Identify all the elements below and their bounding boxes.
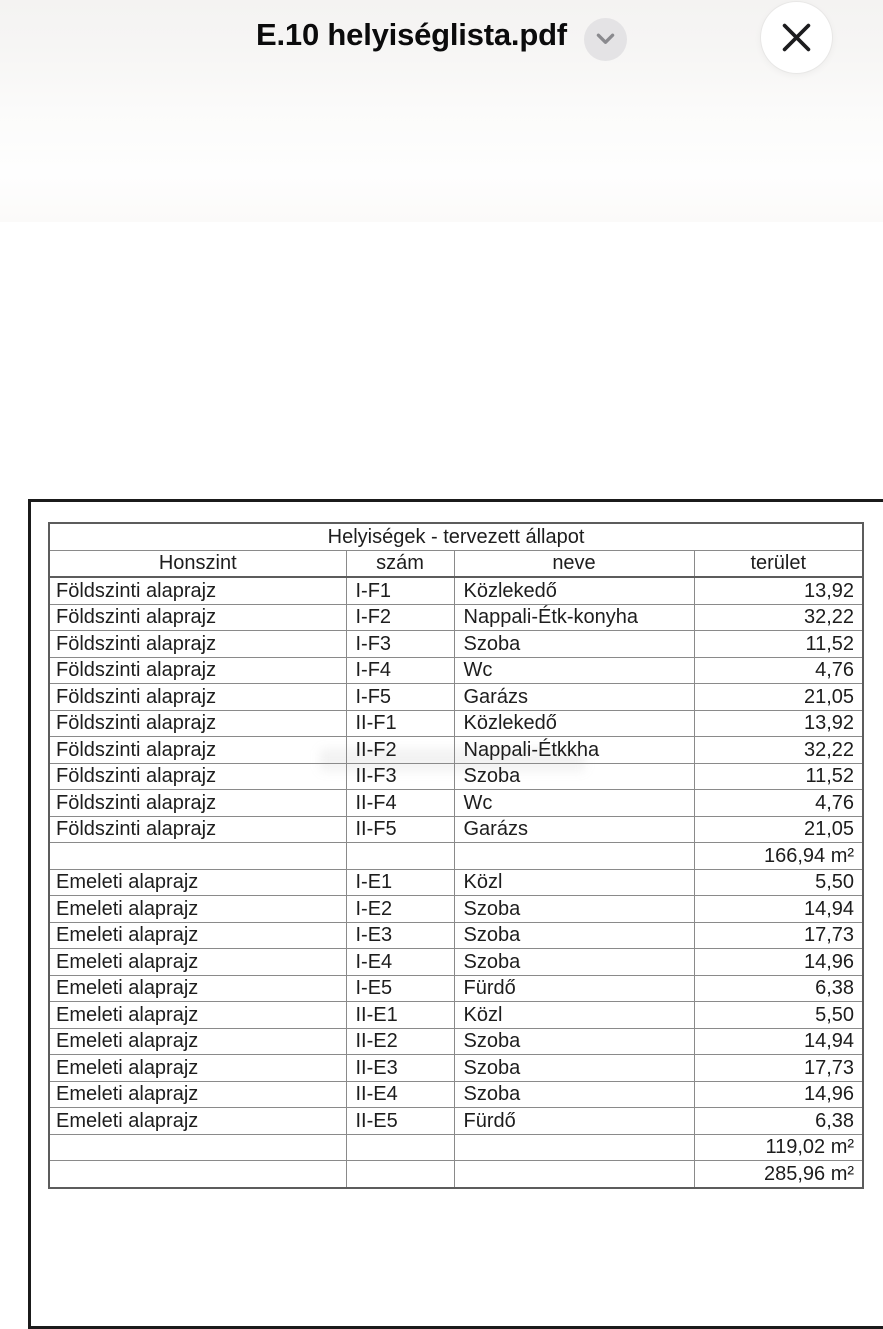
table-cell: Földszinti alaprajz (49, 710, 346, 737)
title-menu-button[interactable] (584, 18, 627, 61)
table-cell: Közlekedő (454, 577, 694, 604)
table-row (49, 577, 863, 604)
table-cell: I-E1 (346, 869, 454, 896)
table-cell: 4,76 (694, 790, 863, 817)
table-row (49, 922, 863, 949)
table-cell: Emeleti alaprajz (49, 1055, 346, 1082)
table-cell: Földszinti alaprajz (49, 763, 346, 790)
table-row (49, 737, 863, 764)
table-cell: Közlekedő (454, 710, 694, 737)
table-cell: Emeleti alaprajz (49, 975, 346, 1002)
table-cell: 6,38 (694, 1108, 863, 1135)
table-cell: Szoba (454, 631, 694, 658)
file-title: E.10 helyiséglista.pdf (256, 17, 567, 52)
table-cell: Földszinti alaprajz (49, 631, 346, 658)
table-row (49, 975, 863, 1002)
table-row (49, 869, 863, 896)
table-cell: Földszinti alaprajz (49, 737, 346, 764)
table-row (49, 657, 863, 684)
column-header-honszint: Honszint (49, 550, 346, 577)
table-cell: 14,96 (694, 1081, 863, 1108)
table-cell: 21,05 (694, 816, 863, 843)
table-cell: 14,94 (694, 1028, 863, 1055)
table-cell: 6,38 (694, 975, 863, 1002)
table-cell: Garázs (454, 684, 694, 711)
table-row (49, 949, 863, 976)
table-cell: 14,94 (694, 896, 863, 923)
column-header-neve: neve (454, 550, 694, 577)
table-cell (454, 1161, 694, 1188)
table-cell: Földszinti alaprajz (49, 684, 346, 711)
table-cell: I-E3 (346, 922, 454, 949)
table-cell: 5,50 (694, 1002, 863, 1029)
table-cell: 4,76 (694, 657, 863, 684)
chevron-down-icon (596, 33, 615, 45)
table-cell (346, 1161, 454, 1188)
table-cell: Garázs (454, 816, 694, 843)
table-cell: Szoba (454, 763, 694, 790)
table-cell: 17,73 (694, 922, 863, 949)
table-row (49, 896, 863, 923)
table-cell: Szoba (454, 896, 694, 923)
table-cell (454, 1134, 694, 1161)
table-cell: 5,50 (694, 869, 863, 896)
table-cell: 21,05 (694, 684, 863, 711)
table-row (49, 763, 863, 790)
pdf-preview-area (0, 222, 883, 1185)
table-cell (346, 843, 454, 870)
table-row (49, 1108, 863, 1135)
table-row (49, 1161, 863, 1188)
table-cell: 32,22 (694, 604, 863, 631)
table-cell: 11,52 (694, 631, 863, 658)
table-cell: Szoba (454, 1028, 694, 1055)
room-list-table (48, 522, 864, 1189)
table-cell: I-F5 (346, 684, 454, 711)
column-header-szam: szám (346, 550, 454, 577)
table-cell: Emeleti alaprajz (49, 949, 346, 976)
table-cell (49, 843, 346, 870)
table-cell: Emeleti alaprajz (49, 1108, 346, 1135)
table-cell: 14,96 (694, 949, 863, 976)
table-cell: Emeleti alaprajz (49, 869, 346, 896)
table-cell: Fürdő (454, 1108, 694, 1135)
table-cell: II-F3 (346, 763, 454, 790)
table-cell: Földszinti alaprajz (49, 577, 346, 604)
table-title: Helyiségek - tervezett állapot (49, 523, 863, 550)
table-cell: I-E5 (346, 975, 454, 1002)
close-icon (780, 21, 813, 54)
title-group (0, 0, 883, 70)
table-cell (346, 1134, 454, 1161)
column-header-terulet: terület (694, 550, 863, 577)
table-cell: Szoba (454, 1055, 694, 1082)
table-cell: I-F4 (346, 657, 454, 684)
table-row (49, 684, 863, 711)
table-row (49, 631, 863, 658)
table-cell: I-F1 (346, 577, 454, 604)
table-cell: Emeleti alaprajz (49, 1028, 346, 1055)
table-cell: Földszinti alaprajz (49, 816, 346, 843)
table-cell: Szoba (454, 949, 694, 976)
table-row (49, 710, 863, 737)
table-row (49, 604, 863, 631)
table-cell: I-E4 (346, 949, 454, 976)
table-cell: Emeleti alaprajz (49, 922, 346, 949)
table-cell: I-F3 (346, 631, 454, 658)
table-cell (49, 1161, 346, 1188)
table-cell: Wc (454, 790, 694, 817)
table-row (49, 816, 863, 843)
table-row (49, 843, 863, 870)
table-cell: Fürdő (454, 975, 694, 1002)
table-title-row (49, 523, 863, 550)
table-cell: 13,92 (694, 577, 863, 604)
table-cell (454, 843, 694, 870)
table-cell: II-E1 (346, 1002, 454, 1029)
table-row (49, 1002, 863, 1029)
table-cell: II-F2 (346, 737, 454, 764)
table-cell: 13,92 (694, 710, 863, 737)
table-cell: Szoba (454, 1081, 694, 1108)
table-cell: Wc (454, 657, 694, 684)
table-cell (49, 1134, 346, 1161)
table-cell: Emeleti alaprajz (49, 1002, 346, 1029)
close-button[interactable] (761, 2, 832, 73)
table-cell: II-F5 (346, 816, 454, 843)
table-cell: 11,52 (694, 763, 863, 790)
table-cell: Földszinti alaprajz (49, 790, 346, 817)
table-cell: Földszinti alaprajz (49, 657, 346, 684)
table-cell: II-E5 (346, 1108, 454, 1135)
table-cell: II-E4 (346, 1081, 454, 1108)
table-cell: II-E3 (346, 1055, 454, 1082)
table-cell: Emeleti alaprajz (49, 1081, 346, 1108)
table-row (49, 1134, 863, 1161)
table-cell: II-E2 (346, 1028, 454, 1055)
table-cell: 119,02 m² (694, 1134, 863, 1161)
table-cell: 285,96 m² (694, 1161, 863, 1188)
table-cell: I-E2 (346, 896, 454, 923)
table-cell: Szoba (454, 922, 694, 949)
table-row (49, 790, 863, 817)
table-cell: 166,94 m² (694, 843, 863, 870)
table-row (49, 1081, 863, 1108)
table-cell: Emeleti alaprajz (49, 896, 346, 923)
table-cell: 32,22 (694, 737, 863, 764)
preview-header (0, 0, 883, 223)
table-cell: Földszinti alaprajz (49, 604, 346, 631)
table-cell: Nappali-Étkkha (454, 737, 694, 764)
table-cell: Nappali-Étk-konyha (454, 604, 694, 631)
table-header-row (49, 550, 863, 577)
table-cell: 17,73 (694, 1055, 863, 1082)
table-cell: II-F4 (346, 790, 454, 817)
table-row (49, 1055, 863, 1082)
table-cell: Közl (454, 1002, 694, 1029)
table-row (49, 1028, 863, 1055)
table-cell: I-F2 (346, 604, 454, 631)
table-cell: II-F1 (346, 710, 454, 737)
table-cell: Közl (454, 869, 694, 896)
